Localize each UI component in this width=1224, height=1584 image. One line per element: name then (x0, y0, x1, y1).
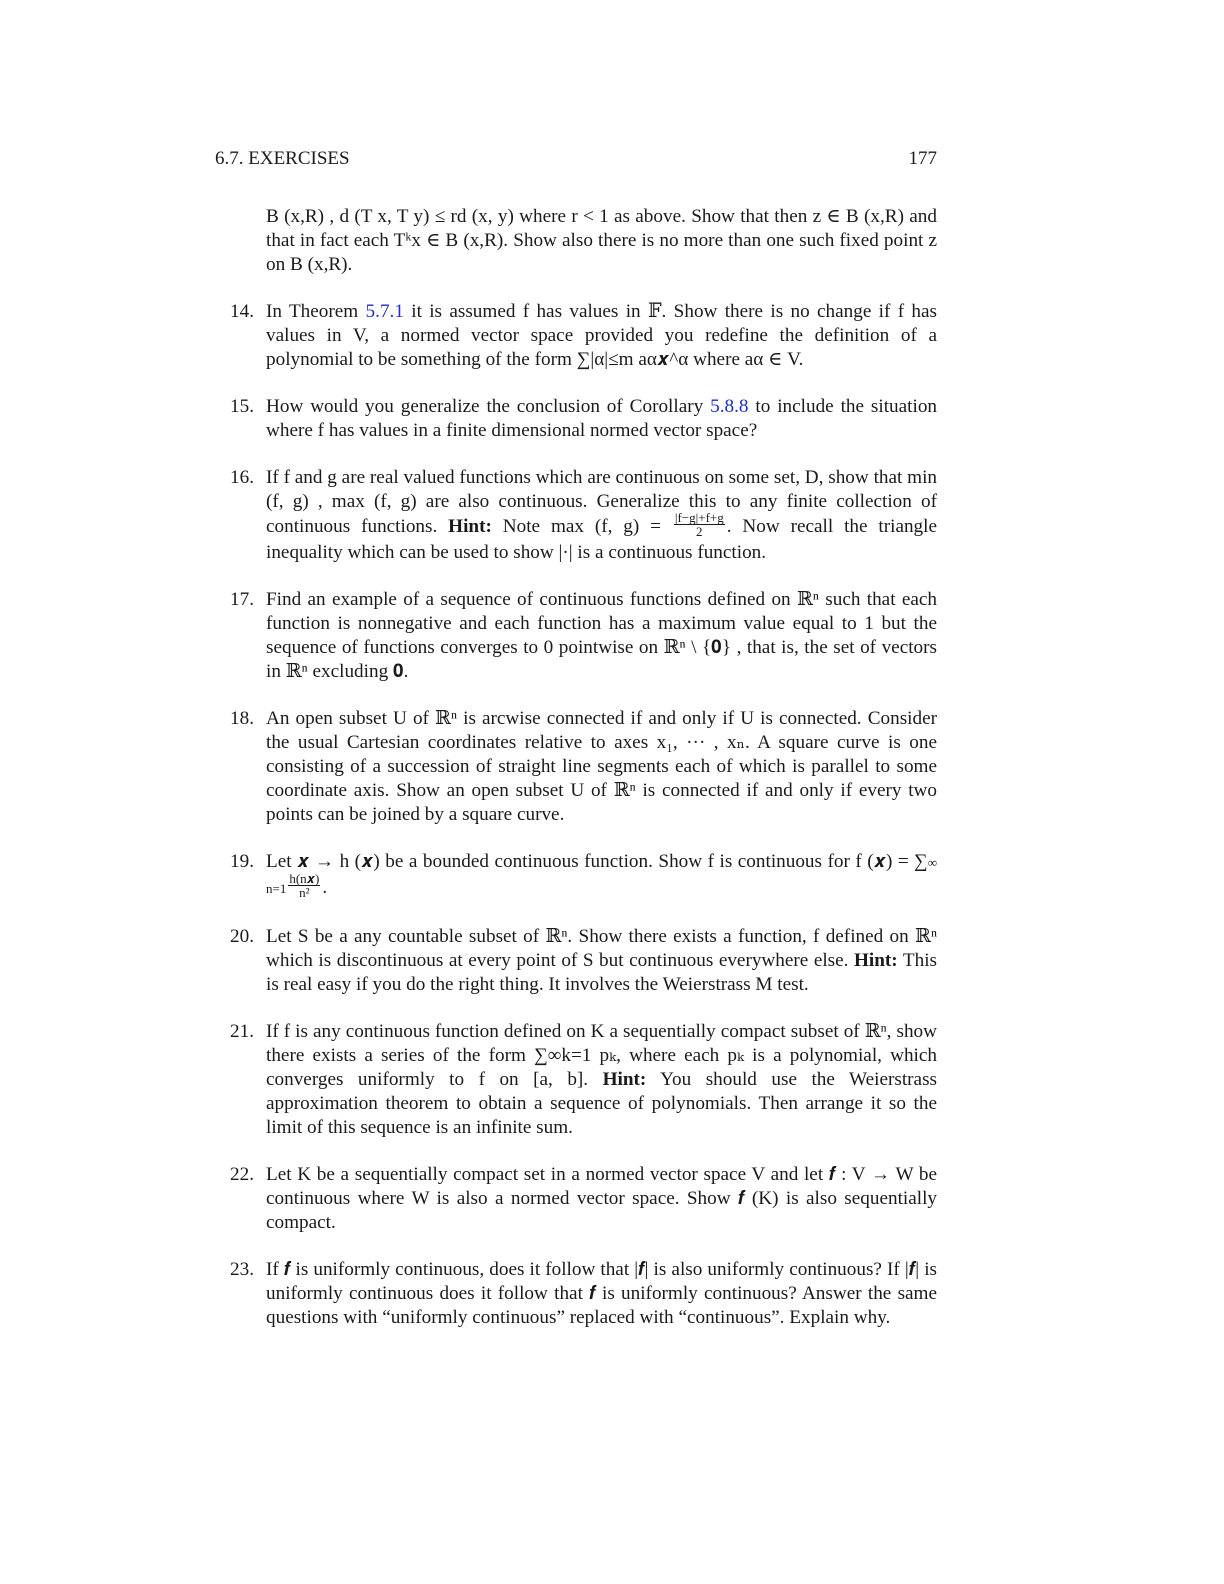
continuation-text: B (x,R) , d (T x, T y) ≤ rd (x, y) where r < 1 as above. Show that then z ∈ B (x,R) and that in fact each Tᵏx ∈ B (x,R). Show also there is no more than one such fixed point z on B (x,R). (266, 206, 937, 275)
hint-label: Hint: (602, 1069, 647, 1090)
exercise-number: 20. (230, 926, 254, 947)
exercise-text: to include the situation where f has values in a finite dimensional normed vector space? (266, 396, 938, 441)
exercise-number: 22. (230, 1164, 254, 1185)
exercise-text: Let K be a sequentially compact set in a normed vector space V and let 𝒇 : V → W be continuous where W is also a normed vector space. Show 𝒇 (K) is also sequentially compact. (266, 1164, 937, 1233)
exercise-text: This is real easy if you do the right thing. It involves the Weierstrass M test. (266, 950, 937, 995)
page-number: 177 (908, 148, 937, 169)
fraction-numerator: |f−g|+f+g (674, 510, 724, 525)
exercise-number: 16. (230, 467, 254, 488)
exercise-14 (230, 300, 937, 372)
exercise-number: 23. (230, 1259, 254, 1280)
exercise-number: 15. (230, 396, 254, 417)
exercise-13-continuation (230, 205, 937, 277)
exercise-text: Let 𝒙 → h (𝒙) be a bounded continuous function. Show f is continuous for f (𝒙) = (266, 851, 915, 872)
hint-label: Hint: (448, 515, 492, 537)
exercise-number: 19. (230, 851, 254, 872)
exercise-text: In Theorem (266, 301, 366, 322)
exercise-text: Find an example of a sequence of continuous functions defined on ℝⁿ such that each function is nonnegative and each function has a maximum value equal to 1 but the sequence of functions converges to 0 pointwise on ℝⁿ \ {𝟎} , that is, the set of vectors in ℝⁿ excluding 𝟎. (266, 589, 937, 682)
exercise-number: 17. (230, 589, 254, 610)
exercise-16 (230, 466, 937, 565)
sum-symbol: ∑ (914, 851, 928, 872)
exercise-22 (230, 1163, 937, 1235)
exercise-text: An open subset U of ℝⁿ is arcwise connected if and only if U is connected. Consider the usual Cartesian coordinates relative to axes x₁, ··· , xₙ. A square curve is one consisting of a succession of straight line segments each of which is parallel to some coordinate axis. Show an open subset U of ℝⁿ is connected if and only if every two points can be joined by a square curve. (266, 708, 937, 825)
exercise-21 (230, 1020, 937, 1140)
exercise-number: 21. (230, 1021, 254, 1042)
exercise-text: . (322, 876, 328, 898)
exercise-18 (230, 707, 937, 827)
fraction (674, 511, 725, 538)
exercise-number: 18. (230, 708, 254, 729)
corollary-link[interactable]: 5.8.8 (710, 396, 749, 417)
fraction (288, 872, 320, 899)
exercise-20 (230, 925, 937, 997)
exercise-number: 14. (230, 301, 254, 322)
fraction-denominator: n² (299, 885, 310, 900)
fraction-numerator: h(n𝒙) (289, 871, 320, 886)
exercise-23 (230, 1258, 937, 1330)
exercise-19 (230, 850, 937, 902)
fraction-denominator: 2 (696, 524, 703, 539)
exercise-15 (230, 395, 937, 443)
section-title: 6.7. EXERCISES (215, 148, 350, 169)
exercise-text: If f and g are real valued functions which are continuous on some set, D, show that min (f, g) , max (f, g) are also continuous. Generalize this to any finite collection of continuous functions. (266, 467, 937, 537)
exercise-17 (230, 588, 937, 684)
exercise-text: How would you generalize the conclusion of Corollary (266, 396, 711, 417)
exercise-text: If 𝒇 is uniformly continuous, does it follow that |𝒇| is also uniformly continuous? If |𝒇| is uniformly continuous does it follow that 𝒇 is uniformly continuous? Answer the same questions with “uniformly continuous” replaced with “continuous”. Explain why. (266, 1259, 937, 1328)
exercise-text: Note max (f, g) = (491, 515, 672, 537)
exercise-text: If f is any continuous function defined on K a sequentially compact subset of ℝⁿ, show there exists a series of the form ∑∞k=1 pₖ, where each pₖ is a polynomial, which converges uniformly to f on [a, b]. (266, 1021, 937, 1090)
running-header (215, 148, 937, 174)
exercise-text: You should use the Weierstrass approximation theorem to obtain a sequence of polynomials. Then arrange it so the limit of this sequence is an infinite sum. (266, 1069, 937, 1138)
hint-label: Hint: (853, 950, 898, 971)
exercise-list (230, 205, 937, 1353)
sum-limits: ∞ n=1 (266, 855, 937, 896)
theorem-link[interactable]: 5.7.1 (365, 301, 404, 322)
exercise-text: Let S be a any countable subset of ℝⁿ. Show there exists a function, f defined on ℝⁿ which is discontinuous at every point of S but continuous everywhere else. (266, 926, 937, 971)
exercise-text: . Now recall the triangle inequality which can be used to show |·| is a continuous function. (266, 515, 937, 563)
exercise-text: it is assumed f has values in 𝔽. Show there is no change if f has values in V, a normed vector space provided you redefine the definition of a polynomial to be something of the form ∑|α|≤m aα𝒙^α where aα ∈ V. (266, 301, 937, 370)
